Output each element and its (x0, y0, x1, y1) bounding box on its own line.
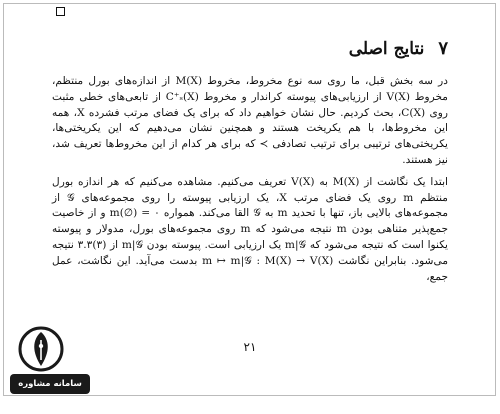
page-number: ۲۱ (243, 340, 257, 354)
qed-square-icon (56, 7, 65, 16)
body-text (52, 74, 448, 285)
paragraph-2: ابتدا یک نگاشت از M(X) به V(X) تعریف می‌کنیم. مشاهده می‌کنیم که هر اندازه بورل منتظم m روی یک فضای مرتب X، یک ارزیابی پیوسته را روی مجموعه‌های 𝒢 از مجموعه‌های بالایی باز، تنها با تحدید m به 𝒢 القا می‌کند. همواره m(∅) = ۰ و از خاصیت جمع‌پذیر متناهی بودن m نتیجه می‌شود که m روی مجموعه‌های بورل، مدولار و پیوسته یکنوا است که نتیجه می‌شود که m|𝒢 یک ارزیابی است. پیوسته بودن m|𝒢 از (۳)۳.۳ نتیجه می‌شود. بنابراین نگاشت m ↦ m|𝒢 : M(X) → V(X) بدست می‌آید. این نگاشت، عمل جمع، (52, 175, 449, 283)
watermark-logo (6, 322, 92, 409)
pen-nib-logo-icon (16, 326, 66, 372)
section-title: نتایج اصلی (348, 39, 425, 59)
paragraph-1: در سه بخش قبل، ما روی سه نوع مخروط، مخروط M(X) از اندازه‌های بورل منتظم، مخروط V(X) از ارزیابی‌های پیوسته کراندار و مخروط C⁺ₛ(X) از تابعی‌های خطی مثبت روی C(X)، بحث کردیم. حال نشان خواهیم داد که برای یک فضای مرتب فشرده X، همه این مخروط‌ها، با هم یکریخت هستند و همچنین نشان می‌دهیم که این یکریختی‌ها، یکریختی‌های ترتیبی برای ترتیب تصادفی ≻ که برای هر کدام از این مخروط‌ها تعریف شد، نیز هستند. (52, 75, 448, 166)
section-number: ۷ (438, 38, 448, 59)
section-heading (349, 38, 448, 59)
logo-caption: سامانه مشاوره هیوا (10, 374, 90, 394)
